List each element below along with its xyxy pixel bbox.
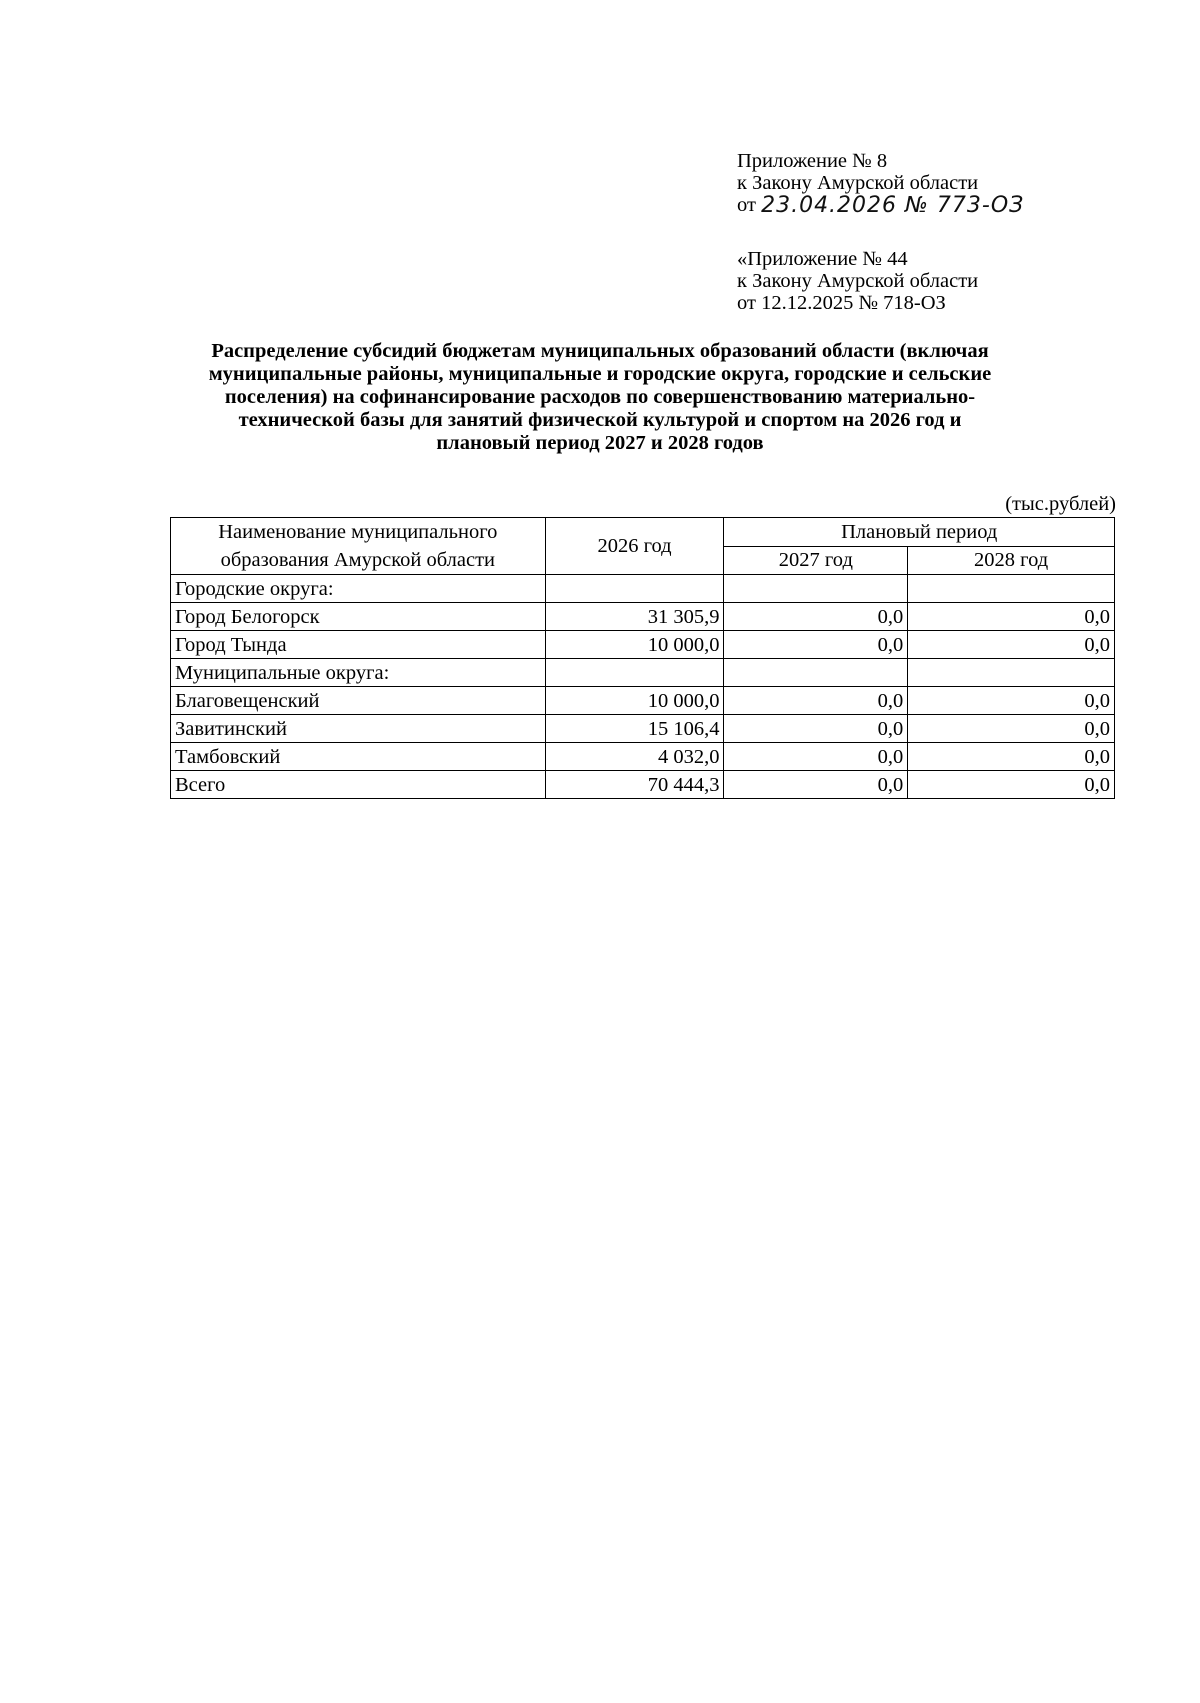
cell-2026: 10 000,0 <box>545 687 724 715</box>
header-municipality <box>171 518 546 575</box>
handwritten-date-number: 23.04.2026 № 773-ОЗ <box>761 193 1025 218</box>
cell-2026: 15 106,4 <box>545 715 724 743</box>
cell-2027: 0,0 <box>724 631 908 659</box>
title-line: Распределение субсидий бюджетам муниципальных образований области (включая <box>211 340 989 362</box>
cell-municipality: Городские округа: <box>171 575 546 603</box>
table-header-row <box>171 518 1115 547</box>
unit-note: (тыс.рублей) <box>1005 493 1116 515</box>
attachment-block <box>737 150 1024 216</box>
cell-2026 <box>545 575 724 603</box>
previous-attachment-block <box>737 248 978 314</box>
cell-municipality: Завитинский <box>171 715 546 743</box>
header-2027: 2027 год <box>724 546 908 575</box>
table-row <box>171 575 1115 603</box>
cell-2028 <box>908 575 1115 603</box>
title-line: муниципальные районы, муниципальные и городские округа, городские и сельские <box>208 363 992 385</box>
table-row <box>171 715 1115 743</box>
cell-municipality: Город Белогорск <box>171 603 546 631</box>
header-2028: 2028 год <box>908 546 1115 575</box>
cell-2028 <box>908 659 1115 687</box>
attachment-law-reference: к Закону Амурской области <box>737 172 979 194</box>
cell-2027: 0,0 <box>724 687 908 715</box>
previous-attachment-date: от 12.12.2025 № 718-ОЗ <box>737 292 946 314</box>
table-row <box>171 743 1115 771</box>
cell-municipality: Благовещенский <box>171 687 546 715</box>
previous-attachment-law-reference: к Закону Амурской области <box>737 270 979 292</box>
cell-2026: 31 305,9 <box>545 603 724 631</box>
table-row <box>171 771 1115 799</box>
cell-2027 <box>724 659 908 687</box>
cell-2027: 0,0 <box>724 743 908 771</box>
table-body <box>171 575 1115 799</box>
cell-2027 <box>724 575 908 603</box>
table-row <box>171 687 1115 715</box>
title-line: плановый период 2027 и 2028 годов <box>436 432 764 454</box>
attachment-number: Приложение № 8 <box>737 150 888 172</box>
table-row <box>171 659 1115 687</box>
cell-2028: 0,0 <box>908 687 1115 715</box>
cell-2027: 0,0 <box>724 715 908 743</box>
cell-2026: 10 000,0 <box>545 631 724 659</box>
cell-2028: 0,0 <box>908 603 1115 631</box>
cell-2028: 0,0 <box>908 631 1115 659</box>
table-row <box>171 631 1115 659</box>
cell-municipality: Всего <box>171 771 546 799</box>
header-2026: 2026 год <box>545 518 724 575</box>
cell-municipality: Тамбовский <box>171 743 546 771</box>
cell-municipality: Муниципальные округа: <box>171 659 546 687</box>
cell-2028: 0,0 <box>908 715 1115 743</box>
document-title <box>140 340 1060 455</box>
header-planned-period: Плановый период <box>724 518 1115 547</box>
attachment-date-line <box>737 194 1024 216</box>
cell-2026: 70 444,3 <box>545 771 724 799</box>
header-municipality-line: образования Амурской области <box>220 549 496 571</box>
previous-attachment-number: «Приложение № 44 <box>737 248 908 270</box>
cell-2028: 0,0 <box>908 771 1115 799</box>
cell-2027: 0,0 <box>724 603 908 631</box>
subsidy-table <box>170 517 1115 799</box>
attachment-date-prefix: от <box>737 194 756 216</box>
cell-2028: 0,0 <box>908 743 1115 771</box>
title-line: технической базы для занятий физической культурой и спортом на 2026 год и <box>238 409 962 431</box>
header-municipality-line: Наименование муниципального <box>218 521 498 543</box>
cell-2026 <box>545 659 724 687</box>
table-row <box>171 603 1115 631</box>
cell-municipality: Город Тында <box>171 631 546 659</box>
cell-2027: 0,0 <box>724 771 908 799</box>
title-line: поселения) на софинансирование расходов по совершенствованию материально- <box>224 386 976 408</box>
cell-2026: 4 032,0 <box>545 743 724 771</box>
